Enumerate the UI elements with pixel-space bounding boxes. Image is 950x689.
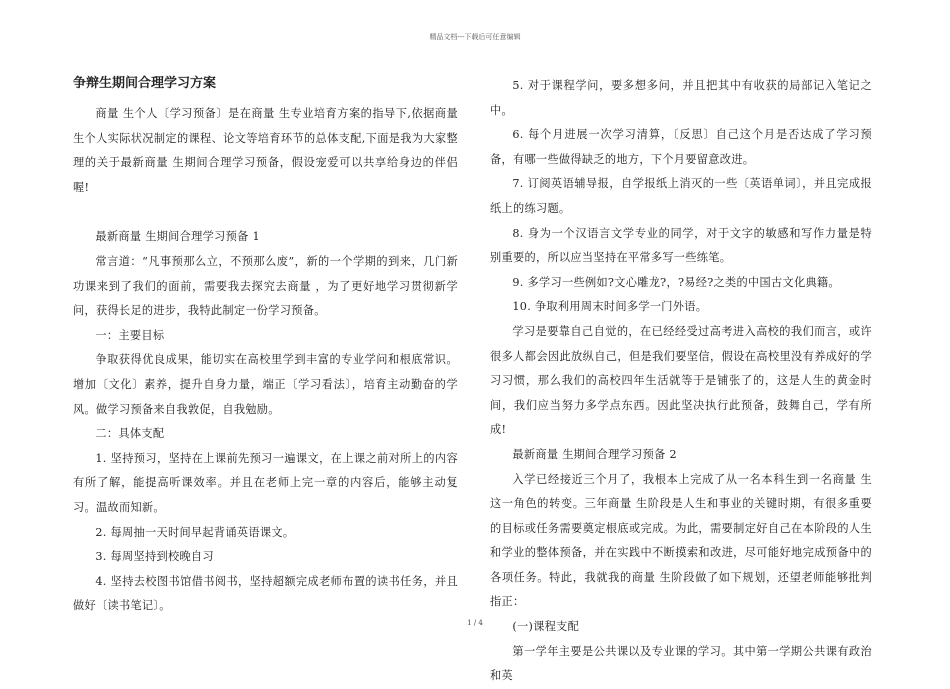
list-item: 2. 每周抽一天时间早起背诵英语课文。 — [95, 525, 295, 539]
list-item: 7. 订阅英语辅导报，自学报纸上消灭的一些〔英语单词〕，并且完成报纸上的练习题。 — [490, 177, 872, 215]
list-item: 3. 每周坚持到校晚自习 — [95, 550, 214, 564]
list-item: 6. 每个月进展一次学习清算，〔反思〕自己这个月是否达成了学习预备，有哪一些做得缺乏的地方，下个月要留意改进。 — [490, 128, 872, 166]
list-item: 8. 身为一个汉语言文学专业的同学，对于文字的敏感和写作力量是特别重要的，所以应当坚持在平常多写一些练笔。 — [490, 226, 872, 265]
paragraph: 入学已经接近三个月了，我根本上完成了从一名本科生到一名商量 生这一角色的转变。三年商量 生阶段是人生和事业的关键时期，有很多重要的目标或任务需要奠定根底或完成。为此，需要制定好自己在本阶段的人生和学业的整体预备，并在实践中不断摸索和改进，尽可能好地完成预备中的各项任务。特此，我就我的商量 生阶段做了如下规划，还望老师能够批判指正： — [490, 472, 872, 609]
section-heading-plan-1: 最新商量 生期间合理学习预备 1 — [95, 230, 260, 244]
subheading-course-arrangement: (一)课程支配 — [512, 620, 580, 634]
list-item: 9. 多学习一些例如?文心雕龙?，?易经?之类的中国古文化典籍。 — [512, 275, 840, 289]
spacer — [73, 200, 458, 225]
paragraph: 常言道：“凡事预那么立，不预那么废”，新的一个学期的到来，几门新功课来到了我们的面前，需要我去探究去商量 ，为了更好地学习贯彻新学问，获得长足的进步，我特此制定一份学习预备。 — [73, 254, 458, 318]
page-header: 精品文档---下载后可任意编辑 — [429, 33, 521, 41]
left-column — [73, 74, 458, 619]
paragraph: 第一学年主要是公共课以及专业课的学习。其中第一学期公共课有政治和英 — [490, 644, 872, 683]
list-item: 5. 对于课程学问，要多想多问，并且把其中有收获的局部记入笔记之中。 — [490, 79, 872, 117]
page-number: 1 / 4 — [467, 619, 483, 627]
document-title: 争辩生期间合理学习方案 — [73, 76, 217, 91]
intro-paragraph: 商量 生个人〔学习预备〕是在商量 生专业培育方案的指导下,依据商量 生个人实际状况制定的课程、论文等培育环节的总体支配,下面是我为大家整理的关于最新商量 生期间合理学习预备，假设宠爱可以共享给身边的伴侣喔! — [73, 107, 458, 194]
subheading-specific-arrangement: 二：具体支配 — [95, 427, 165, 441]
list-item: 10. 争取利用周末时间多学一门外语。 — [512, 300, 708, 314]
right-column — [490, 74, 872, 689]
subheading-main-goal: 一：主要目标 — [95, 328, 165, 342]
list-item: 4. 坚持去校图书馆借书阅书，坚持超额完成老师布置的读书任务，并且做好〔读书笔记〕。 — [73, 574, 458, 613]
section-heading-plan-2: 最新商量 生期间合理学习预备 2 — [512, 447, 677, 461]
list-item: 1. 坚持预习，坚持在上课前先预习一遍课文，在上课之前对所上的内容有所了解，能提高听课效率。并且在老师上完一章的内容后，能够主动复习。温故而知新。 — [73, 451, 458, 514]
paragraph: 争取获得优良成果，能切实在高校里学到丰富的专业学问和根底常识。增加〔文化〕素养，提升自身力量，端正〔学习看法〕，培育主动勤奋的学风。做学习预备来自我敦促，自我勉励。 — [73, 353, 458, 416]
paragraph: 学习是要靠自己自觉的，在已经经受过高考进入高校的我们而言，或许很多人都会因此放纵自己，但是我们要坚信，假设在高校里没有养成好的学习习惯，那么我们的高校四年生活就等于是铺张了的，这是人生的黄金时间，我们应当努力多学点东西。因此坚决执行此预备，鼓舞自己，学有所成! — [490, 324, 872, 437]
